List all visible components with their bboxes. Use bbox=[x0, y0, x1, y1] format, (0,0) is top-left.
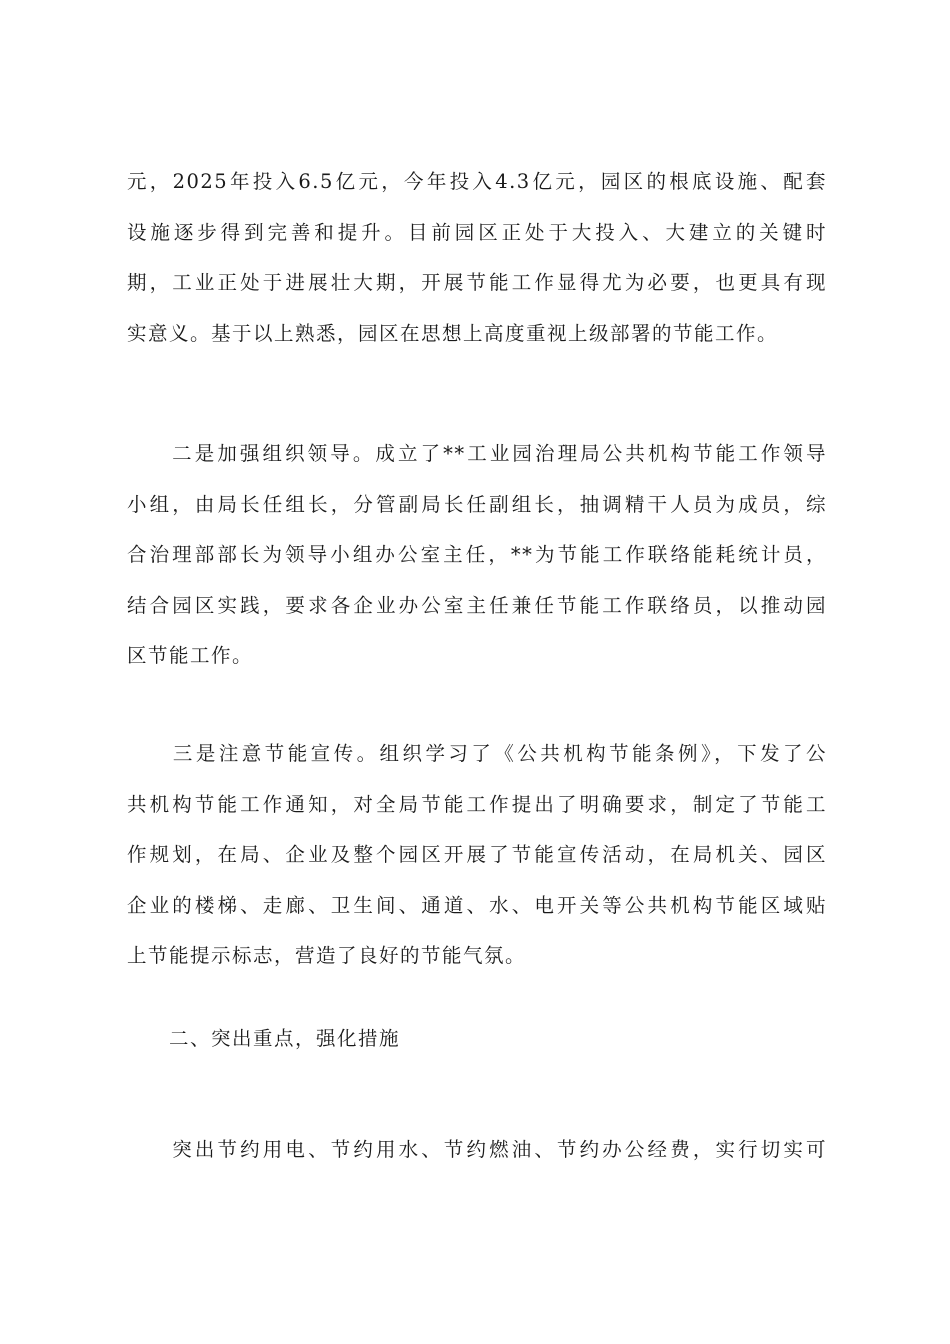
text-line: 元，2025年投入6.5亿元，今年投入4.3亿元，园区的根底设施、配套 bbox=[127, 170, 827, 193]
text-line: 合治理部部长为领导小组办公室主任，**为节能工作联络能耗统计员， bbox=[127, 543, 827, 566]
paragraph-organization-leadership bbox=[127, 429, 827, 682]
text-line: 区节能工作。 bbox=[127, 644, 254, 667]
text-line: 设施逐步得到完善和提升。目前园区正处于大投入、大建立的关键时 bbox=[127, 220, 827, 244]
text-line: 突出节约用电、节约用水、节约燃油、节约办公经费，实行切实可 bbox=[127, 1138, 827, 1161]
paragraph-energy-publicity bbox=[127, 729, 827, 982]
paragraph-investment-context bbox=[127, 157, 827, 359]
text-line: 三是注意节能宣传。组织学习了《公共机构节能条例》，下发了公 bbox=[127, 742, 827, 765]
text-line: 二是加强组织领导。成立了**工业园治理局公共机构节能工作领导 bbox=[127, 442, 827, 465]
section-heading-key-measures bbox=[127, 1014, 827, 1065]
text-line: 实意义。基于以上熟悉，园区在思想上高度重视上级部署的节能工作。 bbox=[127, 321, 779, 345]
text-line: 共机构节能工作通知，对全局节能工作提出了明确要求，制定了节能工 bbox=[127, 792, 827, 816]
text-line: 期，工业正处于进展壮大期，开展节能工作显得尤为必要，也更具有现 bbox=[127, 271, 827, 294]
text-line: 企业的楼梯、走廊、卫生间、通道、水、电开关等公共机构节能区域贴 bbox=[127, 893, 827, 917]
paragraph-savings-measures bbox=[127, 1125, 827, 1176]
text-line: 结合园区实践，要求各企业办公室主任兼任节能工作联络员，以推动园 bbox=[127, 593, 827, 617]
text-line: 小组，由局长任组长，分管副局长任副组长，抽调精干人员为成员，综 bbox=[127, 492, 827, 516]
text-line: 二、突出重点，强化措施 bbox=[127, 1027, 401, 1050]
text-line: 作规划，在局、企业及整个园区开展了节能宣传活动，在局机关、园区 bbox=[127, 843, 827, 866]
text-line: 上节能提示标志，营造了良好的节能气氛。 bbox=[127, 944, 527, 967]
